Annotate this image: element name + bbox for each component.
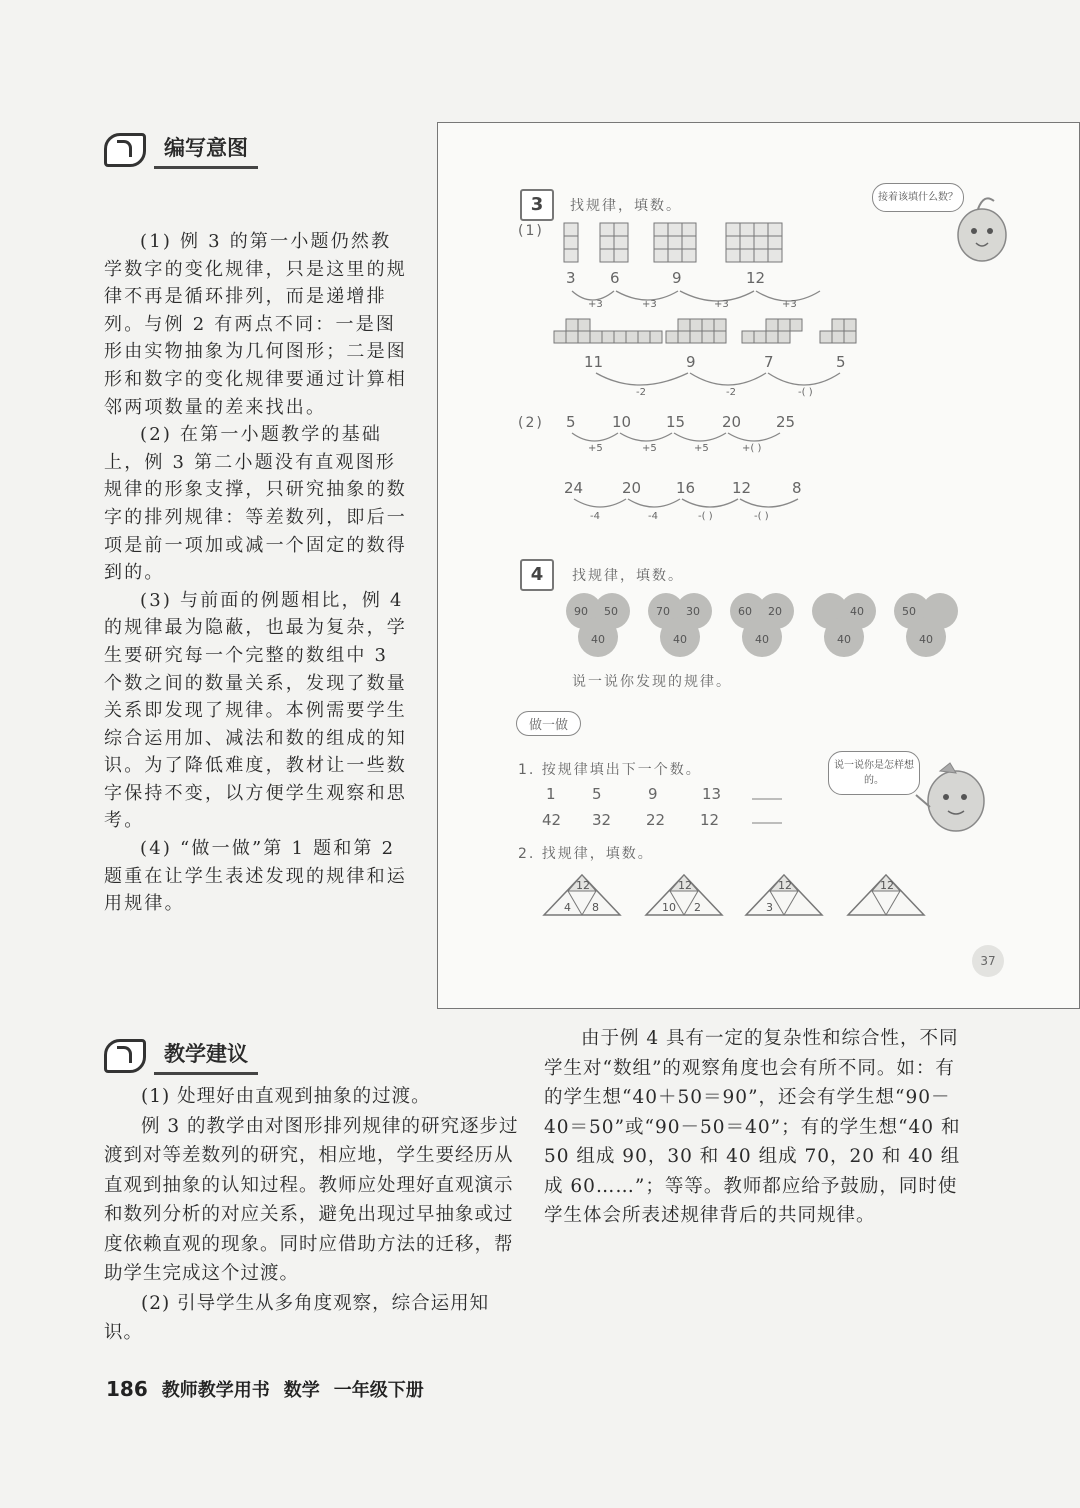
grid-blocks-row-1 (558, 219, 878, 269)
step-label: +5 (642, 443, 657, 454)
sequence-number: 16 (676, 479, 696, 497)
clover-bottom: 40 (755, 633, 769, 646)
paragraph: (2) 引导学生从多角度观察，综合运用知识。 (104, 1292, 490, 1343)
triangle-left: 3 (766, 901, 773, 914)
triangle (848, 875, 924, 915)
triangle (544, 875, 620, 915)
practice-question-2: 2. 找规律，填数。 (518, 846, 654, 862)
page-number: 186 (106, 1377, 148, 1401)
speech-bubble-2: 说一说你是怎样想的。 (828, 751, 920, 795)
triangle-top: 12 (778, 879, 792, 892)
example-3-instruction: 找规律，填数。 (570, 198, 682, 214)
step-label: +3 (714, 299, 729, 310)
clover-right: 50 (604, 605, 618, 618)
triangle-left: 10 (662, 901, 676, 914)
clover-bottom: 40 (837, 633, 851, 646)
part-1-label: (1) (518, 223, 544, 239)
sequence-number: 20 (722, 413, 742, 431)
sequence-number: 8 (792, 479, 802, 497)
example-3-badge: 3 (520, 189, 554, 221)
grid-blocks-row-2 (550, 317, 870, 353)
section-header-teaching-suggestions (104, 1036, 258, 1075)
sequence-number: 6 (610, 269, 620, 287)
sequence-number: 20 (622, 479, 642, 497)
subject: 数学 (283, 1380, 320, 1401)
sequence-number: 3 (566, 269, 576, 287)
section-header-writing-intent (104, 130, 258, 169)
triangle-top: 12 (576, 879, 590, 892)
step-label: -2 (726, 387, 736, 398)
practice-tag: 做一做 (516, 711, 581, 736)
sequence-number: 13 (702, 785, 722, 803)
sequence-number: 24 (564, 479, 584, 497)
clover-right: 20 (768, 605, 782, 618)
sequence-number: 5 (592, 785, 602, 803)
step-label: -4 (590, 511, 600, 522)
step-label: +( ) (742, 443, 762, 454)
step-label: -4 (648, 511, 658, 522)
clover (566, 593, 630, 657)
arc-connectors (558, 289, 998, 313)
step-label: -( ) (754, 511, 769, 522)
sequence-number: 1 (546, 785, 556, 803)
sequence-number: 9 (672, 269, 682, 287)
paragraph: (2) 在第一小题教学的基础上，例 3 第二小题没有直观图形规律的形象支撑，只研究抽象的数字的排列规律：等差数列，即后一项是前一项加或减一个固定的数得到的。 (104, 424, 407, 584)
step-label: +3 (642, 299, 657, 310)
step-label: +3 (782, 299, 797, 310)
paragraph: (1) 处理好由直观到抽象的过渡。 (141, 1086, 431, 1107)
triangle-top: 12 (678, 879, 692, 892)
example-4-badge: 4 (520, 559, 554, 591)
clover-left: 70 (656, 605, 670, 618)
example-4-prompt: 说一说你发现的规律。 (572, 674, 732, 690)
paragraph: 例 3 的教学由对图形排列规律的研究逐步过渡到对等差数列的研究，相应地，学生要经历从直观到抽象的认知过程。教师应处理好直观演示和数列分析的对应关系，避免出现过早抽象或过度依赖直观的现象。同时应借助方法的迁移，帮助学生完成这个过渡。 (104, 1115, 519, 1284)
clover (648, 593, 712, 657)
clover-right: 30 (686, 605, 700, 618)
clover-bottom: 40 (591, 633, 605, 646)
speech-bubble: 接着该填什么数？ (872, 183, 964, 212)
clover-number-groups (560, 591, 980, 665)
sequence-number: 9 (648, 785, 658, 803)
textbook-page (437, 122, 1080, 1009)
answer-blanks (748, 795, 788, 825)
sequence-number: 15 (666, 413, 686, 431)
cartoon-character-icon (910, 757, 1000, 841)
section-title: 编写意图 (154, 130, 258, 169)
clover (894, 593, 958, 657)
sequence-number: 12 (732, 479, 752, 497)
paragraph: (4) “做一做”第 1 题和第 2 题重在让学生表述发现的规律和运用规律。 (104, 838, 407, 915)
paragraph: (1) 例 3 的第一小题仍然教学数字的变化规律，只是这里的规律不再是循环排列，而是递增排列。与例 2 有两点不同：一是图形由实物抽象为几何图形；二是图形和数字的变化规律要通过计算相邻两项数量的差来找出。 (104, 231, 407, 418)
teaching-suggestions-left (104, 1082, 524, 1348)
clover-left: 50 (902, 605, 916, 618)
sequence-number: 7 (764, 353, 774, 371)
grade: 一年级下册 (333, 1380, 424, 1401)
clover (812, 593, 876, 657)
clover-bottom: 40 (673, 633, 687, 646)
clover-left: 60 (738, 605, 752, 618)
triangle-top: 12 (880, 879, 894, 892)
step-label: -( ) (698, 511, 713, 522)
triangle (646, 875, 722, 915)
sequence-number: 9 (686, 353, 696, 371)
step-label: +5 (588, 443, 603, 454)
writing-intent-body (104, 228, 410, 918)
clover (730, 593, 794, 657)
triangle-right: 8 (592, 901, 599, 914)
paragraph: (3) 与前面的例题相比，例 4 的规律最为隐蔽，也最为复杂，学生要研究每一个完整的数组中 3 个数之间的数量关系，发现了数量关系即发现了规律。本例需要学生综合运用加、减法和数的组成的知识。为了降低难度，教材让一些数字保持不变，以方便学生观察和思考。 (104, 589, 407, 832)
clover-right: 40 (850, 605, 864, 618)
book-title: 教师教学用书 (161, 1380, 270, 1401)
step-label: -2 (636, 387, 646, 398)
book-icon (104, 1039, 146, 1073)
part-2-label: (2) (518, 415, 544, 431)
sequence-number: 32 (592, 811, 612, 829)
number-triangles (542, 873, 982, 919)
section-title: 教学建议 (154, 1036, 258, 1075)
example-4-instruction: 找规律，填数。 (572, 568, 684, 584)
step-label: +3 (588, 299, 603, 310)
step-label: +5 (694, 443, 709, 454)
practice-question-1: 1. 按规律填出下一个数。 (518, 762, 702, 778)
step-label: -( ) (798, 387, 813, 398)
sequence-number: 12 (746, 269, 766, 287)
teaching-suggestions-right (544, 1024, 964, 1231)
arc-connectors (562, 497, 942, 517)
page-footer (106, 1376, 424, 1402)
triangle (746, 875, 822, 915)
sequence-number: 5 (566, 413, 576, 431)
sequence-number: 12 (700, 811, 720, 829)
sequence-number: 11 (584, 353, 604, 371)
textbook-page-number: 37 (972, 945, 1004, 977)
sequence-number: 10 (612, 413, 632, 431)
cartoon-mascot-icon (948, 189, 1014, 269)
sequence-number: 42 (542, 811, 562, 829)
triangle-left: 4 (564, 901, 571, 914)
clover-bottom: 40 (919, 633, 933, 646)
sequence-number: 25 (776, 413, 796, 431)
book-icon (104, 133, 146, 167)
triangle-right: 2 (694, 901, 701, 914)
sequence-number: 22 (646, 811, 666, 829)
paragraph: 由于例 4 具有一定的复杂性和综合性，不同学生对“数组”的观察角度也会有所不同。如：有的学生想“40＋50＝90”，还会有学生想“90－40＝50”或“90－50＝40”；有的学生想“40 和 50 组成 90，30 和 40 组成 70，20 和 40 组成 60……”；等等。教师都应给予鼓励，同时使学生体会所表述规律背后的共同规律。 (544, 1028, 961, 1226)
sequence-number: 5 (836, 353, 846, 371)
clover-left: 90 (574, 605, 588, 618)
